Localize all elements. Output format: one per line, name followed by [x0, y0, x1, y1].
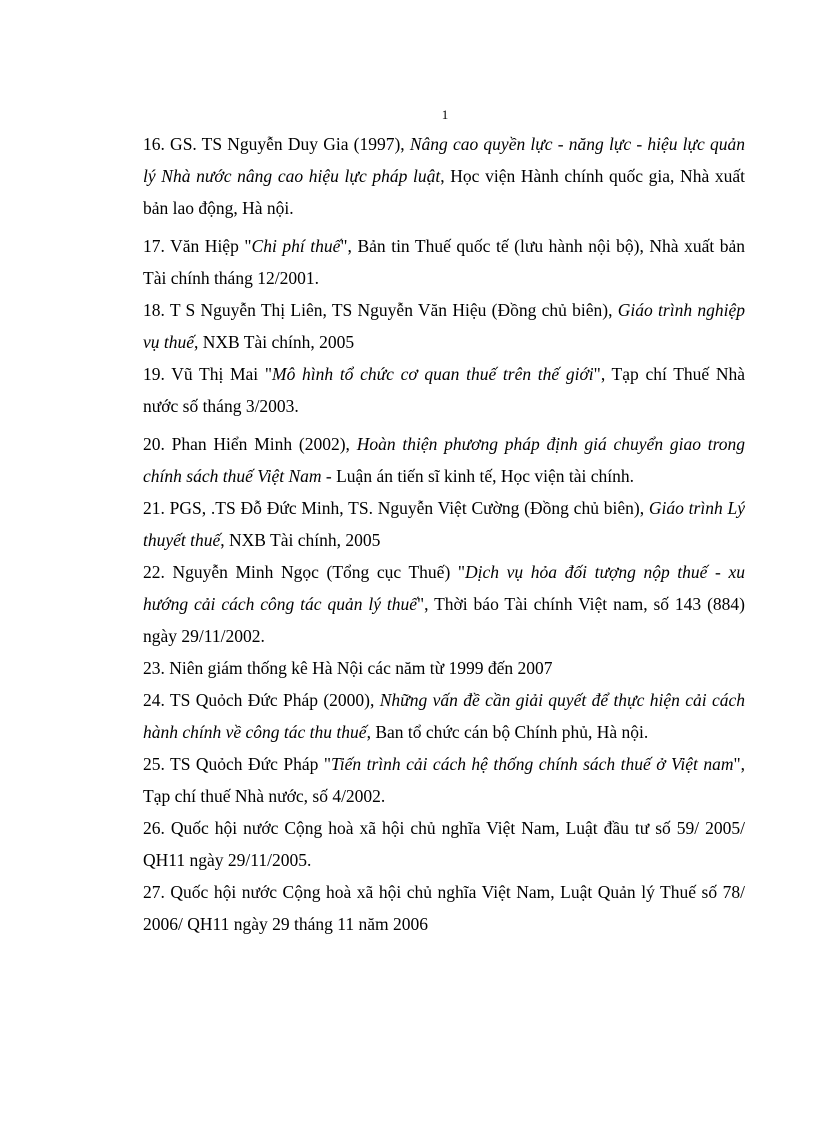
reference-text: ", Tạp chí Thuế Nhà nước số tháng 3/2003. [143, 364, 745, 416]
reference-text: 23. Niên giám thống kê Hà Nội các năm từ 1999 đến 2007 [143, 658, 553, 678]
reference-text: 27. Quốc hội nước Cộng hoà xã hội chủ nghĩa Việt Nam, Luật Quản lý Thuế số 78/ 2006/ QH11 ngày 29 tháng 11 năm 2006 [143, 882, 745, 934]
reference-text: , NXB Tài chính, 2005 [194, 332, 355, 352]
reference-title: Nâng cao quyền lực - năng lực - hiệu lực quản lý Nhà nước nâng cao hiệu lực pháp luật [143, 134, 746, 186]
reference-item [143, 812, 745, 876]
reference-item [143, 128, 745, 224]
reference-title: Tiến trình cải cách hệ thống chính sách thuế ở Việt nam [330, 754, 734, 774]
reference-text: ", Bản tin Thuế quốc tế (lưu hành nội bộ), Nhà xuất bản Tài chính tháng 12/2001. [143, 236, 746, 288]
reference-text: 19. Vũ Thị Mai " [143, 364, 273, 384]
reference-title: Mô hình tổ chức cơ quan thuế trên thế giới [272, 364, 594, 384]
reference-item [143, 428, 745, 492]
reference-title: Dịch vụ hỏa đối tượng nộp thuế - xu hướng cải cách công tác quản lý thuế [143, 562, 745, 614]
reference-text: 24. TS Quỏch Đức Pháp (2000), [143, 690, 380, 710]
reference-title: Những vấn đề cần giải quyết để thực hiện cải cách hành chính về công tác thu thuế [143, 690, 746, 742]
reference-item [143, 358, 745, 422]
reference-item [143, 876, 745, 940]
reference-text: 17. Văn Hiệp " [143, 236, 252, 256]
reference-text: - Luận án tiến sĩ kinh tế, Học viện tài chính. [321, 466, 635, 486]
reference-item [143, 652, 745, 684]
reference-item [143, 556, 745, 652]
reference-list [143, 128, 745, 940]
reference-title: Giáo trình nghiệp vụ thuế [143, 300, 745, 352]
reference-text: 16. GS. TS Nguyễn Duy Gia (1997), [143, 134, 410, 154]
reference-text: 22. Nguyễn Minh Ngọc (Tổng cục Thuế) " [143, 562, 466, 582]
reference-title: Giáo trình Lý thuyết thuế [143, 498, 745, 550]
reference-item [143, 748, 745, 812]
reference-text: , Học viện Hành chính quốc gia, Nhà xuất bản lao động, Hà nội. [143, 166, 745, 218]
reference-item [143, 294, 745, 358]
reference-text: 26. Quốc hội nước Cộng hoà xã hội chủ nghĩa Việt Nam, Luật đầu tư số 59/ 2005/ QH11 ngày 29/11/2005. [143, 818, 745, 870]
reference-text: 20. Phan Hiển Minh (2002), [143, 434, 357, 454]
reference-text: ", Thời báo Tài chính Việt nam, số 143 (884) ngày 29/11/2002. [143, 594, 745, 646]
reference-item [143, 684, 745, 748]
reference-text: 21. PGS, .TS Đỗ Đức Minh, TS. Nguyễn Việt Cường (Đồng chủ biên), [143, 498, 649, 518]
reference-text: 18. T S Nguyễn Thị Liên, TS Nguyễn Văn Hiệu (Đồng chủ biên), [143, 300, 618, 320]
reference-text: , NXB Tài chính, 2005 [220, 530, 381, 550]
reference-text: , Ban tổ chức cán bộ Chính phủ, Hà nội. [366, 722, 649, 742]
page-number: 1 [441, 107, 449, 122]
reference-title: Chi phí thuế [251, 236, 341, 256]
reference-item [143, 230, 745, 294]
reference-text: ", Tạp chí thuế Nhà nước, số 4/2002. [143, 754, 746, 806]
reference-item [143, 492, 745, 556]
reference-title: Hoàn thiện phương pháp định giá chuyển giao trong chính sách thuế Việt Nam [143, 434, 745, 486]
reference-text: 25. TS Quỏch Đức Pháp " [143, 754, 331, 774]
